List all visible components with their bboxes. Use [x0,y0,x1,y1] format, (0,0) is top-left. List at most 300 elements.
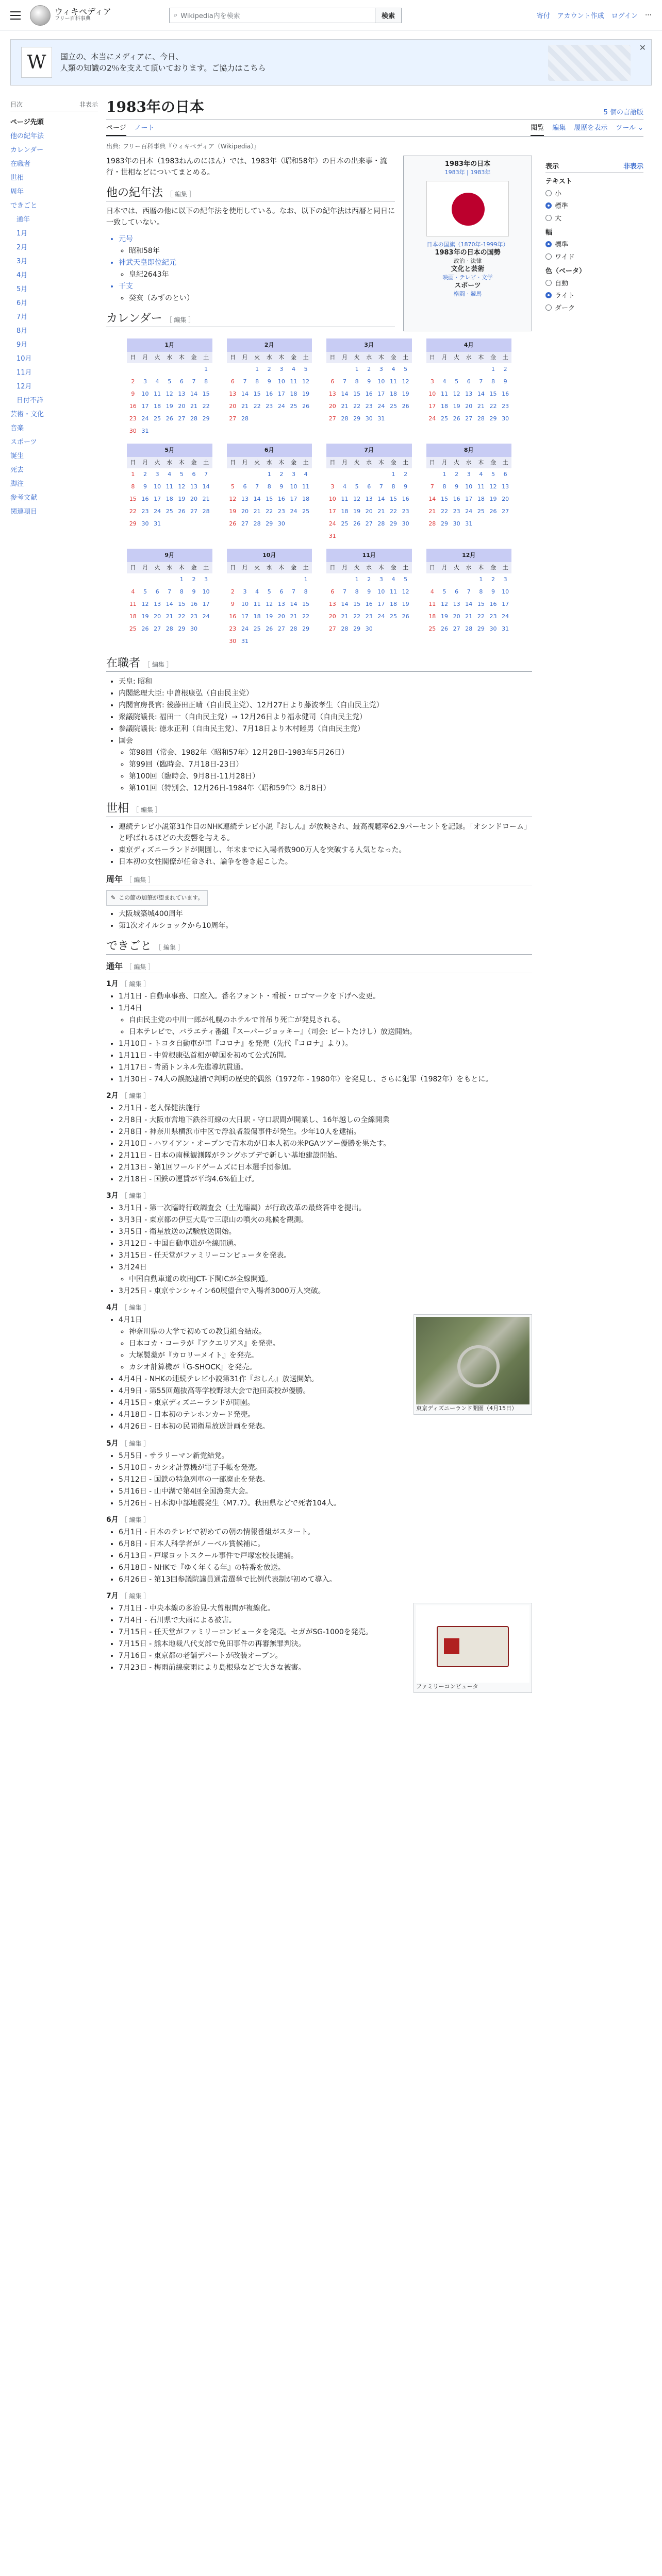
calendar-day[interactable]: 11 [302,483,310,490]
edit-link[interactable]: ［ 編集 ］ [121,1192,150,1199]
calendar-day[interactable]: 24 [241,625,249,632]
calendar-day[interactable]: 18 [302,496,310,502]
calendar-day[interactable]: 10 [502,588,509,595]
calendar-day[interactable]: 23 [402,508,409,515]
edit-link[interactable]: ［ 編集 ］ [121,1440,150,1447]
tab-history[interactable]: 履歴を表示 [574,124,608,132]
calendar-day[interactable]: 13 [190,483,198,490]
calendar-day[interactable]: 20 [502,496,509,502]
calendar-day[interactable]: 1 [255,366,259,372]
calendar-day[interactable]: 16 [229,613,237,620]
calendar-day[interactable]: 25 [154,415,161,422]
calendar-day[interactable]: 6 [455,588,459,595]
appearance-hide-button[interactable]: 非表示 [623,163,643,171]
calendar-day[interactable]: 10 [428,391,436,397]
calendar-day[interactable]: 29 [353,625,361,632]
calendar-day[interactable]: 22 [353,403,361,410]
calendar-month-title[interactable]: 6月 [227,444,312,457]
calendar-day[interactable]: 7 [379,483,383,490]
calendar-day[interactable]: 18 [166,496,173,502]
calendar-day[interactable]: 26 [402,613,409,620]
calendar-day[interactable]: 30 [453,520,460,527]
edit-link[interactable]: ［ 編集 ］ [144,661,173,668]
tab-page[interactable]: ページ [106,122,126,136]
calendar-day[interactable]: 11 [477,483,485,490]
calendar-day[interactable]: 31 [141,428,149,434]
calendar-day[interactable]: 11 [129,601,137,607]
calendar-day[interactable]: 15 [353,601,361,607]
wikipedia-logo[interactable] [30,5,148,26]
calendar-day[interactable]: 23 [502,403,509,410]
calendar-day[interactable]: 6 [230,378,235,385]
calendar-day[interactable]: 31 [328,533,336,539]
calendar-day[interactable]: 29 [489,415,497,422]
calendar-day[interactable]: 27 [229,415,237,422]
calendar-day[interactable]: 15 [266,496,273,502]
calendar-day[interactable]: 29 [202,415,210,422]
disneyland-photo[interactable] [413,1314,532,1415]
calendar-day[interactable]: 11 [166,483,173,490]
calendar-day[interactable]: 18 [390,391,398,397]
calendar-day[interactable]: 21 [290,613,297,620]
calendar-day[interactable]: 24 [202,613,210,620]
main-menu-icon[interactable] [10,11,21,20]
calendar-day[interactable]: 18 [477,496,485,502]
calendar-day[interactable]: 21 [190,403,198,410]
color-light[interactable]: ライト [545,290,643,300]
calendar-day[interactable]: 13 [154,601,161,607]
calendar-day[interactable]: 22 [440,508,448,515]
calendar-day[interactable]: 18 [428,613,436,620]
calendar-day[interactable]: 15 [253,391,261,397]
calendar-day[interactable]: 22 [353,613,361,620]
calendar-day[interactable]: 8 [304,588,308,595]
calendar-day[interactable]: 15 [489,391,497,397]
calendar-day[interactable]: 4 [155,378,159,385]
calendar-day[interactable]: 19 [166,403,173,410]
calendar-day[interactable]: 5 [404,576,408,583]
calendar-day[interactable]: 7 [342,378,346,385]
calendar-day[interactable]: 7 [292,588,296,595]
toc-item[interactable]: 在職者 [10,160,31,168]
calendar-day[interactable]: 28 [341,415,349,422]
calendar-day[interactable]: 19 [266,613,273,620]
calendar-day[interactable]: 8 [479,588,483,595]
calendar-day[interactable]: 20 [178,403,186,410]
calendar-day[interactable]: 9 [491,588,495,595]
calendar-day[interactable]: 1 [391,471,395,478]
calendar-day[interactable]: 18 [253,613,261,620]
calendar-day[interactable]: 2 [455,471,459,478]
calendar-day[interactable]: 26 [402,403,409,410]
edit-link[interactable]: ［ 編集 ］ [121,1092,150,1099]
toc-item[interactable]: 4月 [16,272,28,279]
calendar-day[interactable]: 11 [154,391,161,397]
toc-item[interactable]: 通年 [16,216,30,224]
calendar-day[interactable]: 26 [453,415,460,422]
calendar-day[interactable]: 2 [367,576,371,583]
calendar-day[interactable]: 28 [202,508,210,515]
calendar-day[interactable]: 19 [178,496,186,502]
calendar-day[interactable]: 3 [204,576,208,583]
calendar-day[interactable]: 2 [267,366,271,372]
calendar-day[interactable]: 10 [328,496,336,502]
calendar-day[interactable]: 14 [477,391,485,397]
text-size-standard[interactable]: 標準 [545,200,643,210]
calendar-day[interactable]: 27 [154,625,161,632]
calendar-day[interactable]: 20 [154,613,161,620]
calendar-day[interactable]: 9 [230,601,235,607]
calendar-day[interactable]: 12 [453,391,460,397]
toc-item[interactable]: 1月 [16,230,28,238]
calendar-day[interactable]: 20 [229,403,237,410]
calendar-day[interactable]: 12 [440,601,448,607]
calendar-day[interactable]: 23 [489,613,497,620]
calendar-day[interactable]: 16 [489,601,497,607]
japan-flag-image[interactable] [426,181,509,236]
calendar-day[interactable]: 5 [143,588,147,595]
calendar-day[interactable]: 3 [143,378,147,385]
calendar-day[interactable]: 1 [355,366,359,372]
famicom-image[interactable] [416,1605,529,1683]
calendar-day[interactable]: 4 [430,588,434,595]
calendar-day[interactable]: 5 [455,378,459,385]
calendar-day[interactable]: 21 [428,508,436,515]
toc-item[interactable]: スポーツ [10,438,37,446]
calendar-day[interactable]: 28 [241,415,249,422]
toc-item[interactable]: 音楽 [10,425,24,432]
calendar-day[interactable]: 17 [377,601,385,607]
calendar-day[interactable]: 12 [229,496,237,502]
calendar-day[interactable]: 5 [355,483,359,490]
calendar-day[interactable]: 10 [465,483,473,490]
calendar-day[interactable]: 12 [402,588,409,595]
calendar-day[interactable]: 26 [229,520,237,527]
calendar-day[interactable]: 26 [353,520,361,527]
calendar-month-title[interactable]: 5月 [127,444,212,457]
calendar-day[interactable]: 18 [390,601,398,607]
calendar-day[interactable]: 3 [330,483,335,490]
edit-link[interactable]: ［ 編集 ］ [121,980,150,988]
calendar-day[interactable]: 3 [430,378,434,385]
calendar-day[interactable]: 20 [277,613,285,620]
calendar-day[interactable]: 17 [241,613,249,620]
calendar-day[interactable]: 9 [267,378,271,385]
calendar-month-title[interactable]: 11月 [326,549,412,562]
flag-caption[interactable]: 日本の国旗（1870年-1999年） [426,241,509,248]
calendar-day[interactable]: 19 [353,508,361,515]
calendar-day[interactable]: 11 [253,601,261,607]
list-item[interactable]: • 神武天皇即位紀元 [119,257,395,268]
calendar-day[interactable]: 3 [379,366,383,372]
calendar-day[interactable]: 24 [428,415,436,422]
calendar-month-title[interactable]: 2月 [227,338,312,352]
calendar-day[interactable]: 3 [279,366,284,372]
calendar-day[interactable]: 19 [402,391,409,397]
calendar-day[interactable]: 4 [479,471,483,478]
calendar-day[interactable]: 7 [479,378,483,385]
calendar-month-title[interactable]: 10月 [227,549,312,562]
calendar-day[interactable]: 3 [243,588,247,595]
calendar-month-title[interactable]: 7月 [326,444,412,457]
calendar-day[interactable]: 18 [129,613,137,620]
calendar-day[interactable]: 23 [453,508,460,515]
text-size-small[interactable]: 小 [545,188,643,198]
calendar-day[interactable]: 14 [377,496,385,502]
calendar-day[interactable]: 25 [341,520,349,527]
calendar-day[interactable]: 31 [502,625,509,632]
calendar-day[interactable]: 1 [442,471,446,478]
calendar-day[interactable]: 7 [467,588,471,595]
width-standard[interactable]: 標準 [545,239,643,249]
calendar-day[interactable]: 29 [440,520,448,527]
calendar-day[interactable]: 9 [143,483,147,490]
calendar-day[interactable]: 15 [477,601,485,607]
calendar-day[interactable]: 31 [377,415,385,422]
calendar-day[interactable]: 7 [255,483,259,490]
calendar-day[interactable]: 13 [229,391,237,397]
calendar-day[interactable]: 4 [391,366,395,372]
edit-link[interactable]: ［ 編集 ］ [125,876,155,884]
calendar-day[interactable]: 14 [341,601,349,607]
calendar-day[interactable]: 21 [202,496,210,502]
calendar-day[interactable]: 8 [179,588,184,595]
calendar-month-title[interactable]: 9月 [127,549,212,562]
calendar-day[interactable]: 16 [502,391,509,397]
calendar-day[interactable]: 6 [467,378,471,385]
calendar-day[interactable]: 17 [328,508,336,515]
calendar-day[interactable]: 4 [292,366,296,372]
calendar-day[interactable]: 27 [453,625,460,632]
calendar-day[interactable]: 23 [229,625,237,632]
calendar-day[interactable]: 26 [141,625,149,632]
calendar-day[interactable]: 5 [267,588,271,595]
calendar-day[interactable]: 17 [141,403,149,410]
search-input[interactable]: ⌕ Wikipedia内を検索 [169,8,375,23]
calendar-day[interactable]: 20 [465,403,473,410]
calendar-day[interactable]: 14 [465,601,473,607]
calendar-day[interactable]: 7 [204,471,208,478]
calendar-day[interactable]: 25 [253,625,261,632]
calendar-day[interactable]: 22 [129,508,137,515]
calendar-day[interactable]: 21 [253,508,261,515]
calendar-day[interactable]: 24 [465,508,473,515]
calendar-day[interactable]: 7 [342,588,346,595]
calendar-day[interactable]: 16 [402,496,409,502]
calendar-day[interactable]: 22 [253,403,261,410]
calendar-day[interactable]: 10 [377,378,385,385]
edit-link[interactable]: ［ 編集 ］ [121,1516,150,1523]
calendar-day[interactable]: 30 [365,625,373,632]
calendar-day[interactable]: 2 [503,366,507,372]
login-link[interactable]: ログイン [611,12,638,20]
edit-link[interactable]: ［ 編集 ］ [121,1304,150,1311]
calendar-day[interactable]: 12 [166,391,173,397]
calendar-day[interactable]: 27 [190,508,198,515]
calendar-day[interactable]: 18 [290,391,297,397]
tab-talk[interactable]: ノート [134,124,155,132]
calendar-day[interactable]: 5 [442,588,446,595]
toc-item[interactable]: 死去 [10,466,24,474]
toc-item[interactable]: 芸術・文化 [10,411,44,418]
edit-link[interactable]: ［ 編集 ］ [155,944,184,951]
calendar-day[interactable]: 6 [192,471,196,478]
calendar-day[interactable]: 17 [465,496,473,502]
calendar-day[interactable]: 21 [377,508,385,515]
calendar-day[interactable]: 6 [330,588,335,595]
calendar-day[interactable]: 30 [402,520,409,527]
infobox-row[interactable]: 映画 · テレビ · 文学 [442,274,493,281]
calendar-day[interactable]: 26 [178,508,186,515]
calendar-day[interactable]: 21 [341,613,349,620]
calendar-day[interactable]: 2 [404,471,408,478]
calendar-day[interactable]: 24 [290,508,297,515]
toc-item[interactable]: 9月 [16,341,28,349]
list-item[interactable]: • 元号 [119,233,395,245]
calendar-day[interactable]: 10 [377,588,385,595]
calendar-day[interactable]: 29 [178,625,186,632]
calendar-day[interactable]: 1 [304,576,308,583]
calendar-day[interactable]: 17 [290,496,297,502]
calendar-day[interactable]: 24 [502,613,509,620]
calendar-day[interactable]: 30 [277,520,285,527]
list-item[interactable]: • 干支 [119,281,395,292]
calendar-day[interactable]: 12 [141,601,149,607]
calendar-day[interactable]: 21 [341,403,349,410]
calendar-day[interactable]: 29 [390,520,398,527]
calendar-day[interactable]: 20 [365,508,373,515]
calendar-month-title[interactable]: 3月 [326,338,412,352]
calendar-day[interactable]: 29 [302,625,310,632]
toc-item[interactable]: 参考文献 [10,494,38,502]
tab-tools[interactable]: ツール ⌄ [616,124,643,132]
calendar-day[interactable]: 13 [328,391,336,397]
language-button[interactable]: 5 個の言語版 [603,109,643,116]
infobox-year-row[interactable]: 1983年 | 1983年 [444,169,491,176]
calendar-day[interactable]: 25 [129,625,137,632]
calendar-day[interactable]: 19 [141,613,149,620]
calendar-day[interactable]: 5 [230,483,235,490]
calendar-day[interactable]: 7 [168,588,172,595]
calendar-day[interactable]: 10 [202,588,210,595]
toc-item[interactable]: 日付不詳 [16,397,44,404]
calendar-day[interactable]: 22 [266,508,273,515]
calendar-day[interactable]: 21 [241,403,249,410]
calendar-day[interactable]: 8 [491,378,495,385]
calendar-day[interactable]: 9 [279,483,284,490]
toc-item[interactable]: 11月 [16,369,32,377]
calendar-day[interactable]: 15 [353,391,361,397]
search-button[interactable]: 検索 [375,8,402,23]
calendar-day[interactable]: 11 [390,588,398,595]
calendar-day[interactable]: 8 [442,483,446,490]
calendar-day[interactable]: 9 [455,483,459,490]
calendar-day[interactable]: 2 [192,576,196,583]
calendar-day[interactable]: 27 [178,415,186,422]
close-icon[interactable]: ✕ [639,43,646,53]
calendar-day[interactable]: 30 [502,415,509,422]
calendar-day[interactable]: 6 [503,471,507,478]
tab-edit[interactable]: 編集 [552,124,566,132]
calendar-day[interactable]: 19 [302,391,310,397]
calendar-day[interactable]: 10 [141,391,149,397]
calendar-day[interactable]: 14 [202,483,210,490]
toc-item[interactable]: 3月 [16,258,28,265]
calendar-day[interactable]: 3 [292,471,296,478]
toc-item[interactable]: カレンダー [10,146,44,154]
calendar-day[interactable]: 11 [290,378,297,385]
toc-item[interactable]: 2月 [16,244,28,251]
calendar-day[interactable]: 28 [253,520,261,527]
color-dark[interactable]: ダーク [545,302,643,312]
calendar-day[interactable]: 24 [277,403,285,410]
calendar-day[interactable]: 4 [255,588,259,595]
calendar-day[interactable]: 4 [442,378,446,385]
calendar-day[interactable]: 20 [190,496,198,502]
calendar-day[interactable]: 16 [141,496,149,502]
calendar-day[interactable]: 2 [367,366,371,372]
calendar-day[interactable]: 13 [453,601,460,607]
calendar-day[interactable]: 23 [129,415,137,422]
toc-item[interactable]: 誕生 [10,452,24,460]
calendar-day[interactable]: 5 [491,471,495,478]
calendar-day[interactable]: 11 [341,496,349,502]
calendar-day[interactable]: 8 [267,483,271,490]
calendar-day[interactable]: 6 [155,588,159,595]
toc-item[interactable]: できごと [10,202,38,210]
toc-item[interactable]: 周年 [10,188,24,196]
calendar-day[interactable]: 25 [290,403,297,410]
calendar-day[interactable]: 25 [302,508,310,515]
calendar-day[interactable]: 26 [302,403,310,410]
calendar-day[interactable]: 21 [465,613,473,620]
calendar-day[interactable]: 3 [467,471,471,478]
calendar-day[interactable]: 28 [465,625,473,632]
toc-item[interactable]: 10月 [16,355,32,363]
edit-link[interactable]: ［ 編集 ］ [121,1592,150,1600]
calendar-day[interactable]: 13 [365,496,373,502]
calendar-day[interactable]: 6 [279,588,284,595]
calendar-day[interactable]: 27 [502,508,509,515]
calendar-day[interactable]: 13 [178,391,186,397]
famicom-photo[interactable] [413,1603,532,1693]
calendar-day[interactable]: 13 [502,483,509,490]
calendar-day[interactable]: 5 [404,366,408,372]
edit-link[interactable]: ［ 編集 ］ [125,963,155,971]
calendar-day[interactable]: 28 [290,625,297,632]
toc-item[interactable]: 5月 [16,285,28,293]
calendar-day[interactable]: 8 [355,378,359,385]
calendar-day[interactable]: 27 [241,520,249,527]
calendar-day[interactable]: 26 [166,415,173,422]
width-wide[interactable]: ワイド [545,251,643,261]
calendar-month-title[interactable]: 12月 [426,549,512,562]
calendar-day[interactable]: 31 [154,520,161,527]
calendar-day[interactable]: 22 [390,508,398,515]
disneyland-image[interactable] [416,1317,529,1404]
calendar-day[interactable]: 16 [190,601,198,607]
calendar-day[interactable]: 16 [453,496,460,502]
calendar-day[interactable]: 24 [328,520,336,527]
calendar-day[interactable]: 1 [267,471,271,478]
text-size-large[interactable]: 大 [545,213,643,223]
more-options-icon[interactable]: ⋯ [645,11,652,19]
calendar-day[interactable]: 12 [266,601,273,607]
calendar-day[interactable]: 18 [154,403,161,410]
calendar-day[interactable]: 12 [302,378,310,385]
calendar-month-title[interactable]: 8月 [426,444,512,457]
calendar-day[interactable]: 2 [230,588,235,595]
